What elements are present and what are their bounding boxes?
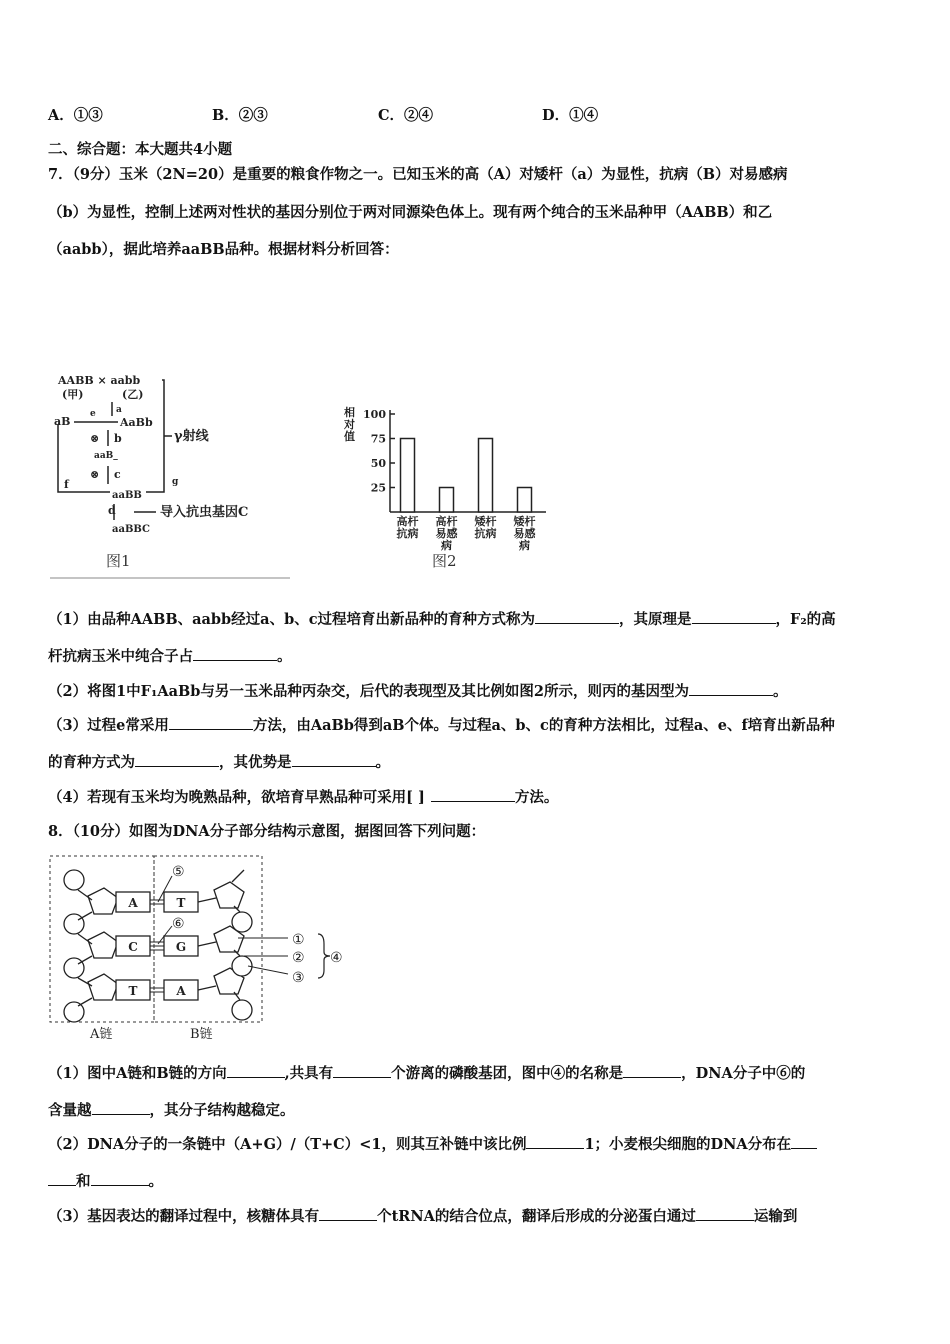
base-right-2: G [175,940,187,954]
option-d: D．①④ [542,107,599,124]
fig1-label-g: g [172,477,179,487]
fig1-gene: 导入抗虫基因C [160,505,249,520]
fig1-label-f: f [64,478,69,491]
q7-stem-line1: 7．（9分）玉米（2N=20）是重要的粮食作物之一。已知玉米的高（A）对矮杆（a）为显性，抗病（B）对易感病 [48,166,788,183]
blank[interactable] [227,1063,285,1078]
blank[interactable] [689,681,773,696]
q7-s2-text-b: 。 [772,683,788,700]
label-4: ④ [330,950,343,966]
fig1-caption: 图1 [106,552,131,570]
fig1-aabb: aaBB [112,490,142,501]
q7-s3-text-b: 方法，由AaBb得到aB个体。与过程a、b、c的育种方法相比，过程a、e、f培育出新品种 [252,717,835,734]
q7-s1-text-d: 杆抗病玉米中纯合子占 [48,648,193,665]
fig1-cross: AABB × aabb [58,374,141,387]
chain-b-label: B链 [190,1027,213,1042]
blank[interactable] [431,787,515,802]
chart-category-label: 矮杆 [474,515,497,528]
chart-category-label: 抗病 [396,527,419,540]
fig1-self1: ⊗ [90,432,100,445]
label-3: ③ [292,970,305,986]
q7-s1-line1 [48,608,836,629]
blank[interactable] [526,1134,584,1149]
q7-s3-text-d: ，其优势是 [219,754,292,771]
fig2-caption: 图2 [432,552,457,570]
fig1-parent2: (乙) [122,388,144,401]
blank[interactable] [696,1206,754,1221]
blank[interactable] [535,609,619,624]
blank[interactable] [193,646,277,661]
q7-s2-text-a: （2）将图1中F₁AaBb与另一玉米品种丙杂交，后代的表现型及其比例如图2所示，则丙的基因型为 [48,683,689,700]
chain-a-label: A链 [90,1027,113,1042]
blank[interactable] [623,1063,681,1078]
blank[interactable] [48,1171,76,1186]
chart-y-tick-label: 50 [370,457,386,470]
q7-s1-text-b: ，其原理是 [619,611,692,628]
q8-s1-line1 [48,1062,805,1083]
fig1-parent1: (甲) [62,388,84,401]
chart-bar [518,488,532,513]
q7-s4-text-a: （4）若现有玉米均为晚熟品种，欲培育早熟品种可采用[ ] [48,789,425,806]
q8-s1-text-a: （1）图中A链和B链的方向 [48,1065,227,1082]
q8-s2-text-c: 和 [76,1173,91,1190]
blank[interactable] [292,752,376,767]
q8-stem: 8．（10分）如图为DNA分子部分结构示意图，据图回答下列问题： [48,823,486,840]
q7-stem-line3: （aabb），据此培养aaBB品种。根据材料分析回答： [48,241,399,258]
chart-category-label: 易感 [513,527,536,540]
q7-s3-line1 [48,714,835,735]
q7-s1-text-e: 。 [277,648,292,665]
fig1-label-e: e [90,409,96,419]
q8-s2-line2 [48,1170,163,1191]
blank[interactable] [791,1134,817,1149]
chart-y-tick-label: 75 [370,432,386,446]
q7-s3-text-c: 的育种方式为 [48,754,135,771]
q7-s1-line2 [48,645,292,666]
q8-s2-text-a: （2）DNA分子的一条链中（A+G）/（T+C）<1，则其互补链中该比例 [48,1136,527,1153]
chart-y-tick-label: 25 [370,481,386,495]
chart-ylabel-3: 值 [344,430,355,443]
chart-category-label: 病 [441,539,452,552]
q7-s1-text-c: ，F₂的高 [775,611,836,628]
chart-bar [401,439,415,513]
fig1-label-a: a [116,405,122,415]
chart-category-label: 病 [519,539,530,552]
base-left-3: T [128,984,138,998]
q8-s3-text-c: 运输到 [753,1208,798,1225]
chart-bar [440,488,454,513]
label-2: ② [292,950,305,966]
chart-category-label: 抗病 [474,527,497,540]
q8-s1-line2 [48,1099,295,1120]
q8-s3-text-b: 个tRNA的结合位点，翻译后形成的分泌蛋白通过 [377,1208,696,1225]
q8-s1-text-b: ,共具有 [284,1065,334,1082]
chart-category-label: 矮杆 [513,515,536,528]
fig1-aaB: aaB_ [94,451,118,461]
fig1-self2: ⊗ [90,468,100,481]
chart-category-label: 高杆 [435,515,458,528]
blank[interactable] [135,752,219,767]
blank[interactable] [692,609,776,624]
q8-s3 [48,1205,797,1226]
blank[interactable] [92,1100,150,1115]
fig1-aB: aB [54,415,71,428]
base-left-2: C [128,940,138,954]
q7-s3-text-a: （3）过程e常采用 [48,717,169,734]
q8-s1-text-c: 个游离的磷酸基团，图中④的名称是 [391,1065,624,1082]
chart-y-tick-label: 100 [363,408,386,421]
base-right-1: T [176,896,186,910]
label-6: ⑥ [172,916,185,932]
q7-s3-line2 [48,751,390,772]
phenotype-bar-chart [330,400,570,575]
chart-ylabel-1: 相 [344,406,355,419]
q7-stem-line2: （b）为显性，控制上述两对性状的基因分别位于两对同源染色体上。现有两个纯合的玉米品种甲（AABB）和乙 [48,204,773,221]
option-a: A．①③ [48,107,103,124]
q8-s2-text-b: 1；小麦根尖细胞的DNA分布在 [584,1136,792,1153]
fig1-f1: AaBb [120,416,153,429]
blank[interactable] [319,1206,377,1221]
chart-bar [479,439,493,513]
base-left-1: A [128,896,138,910]
fig1-ray: γ射线 [174,429,209,444]
label-1: ① [292,932,305,948]
blank[interactable] [333,1063,391,1078]
fig1-label-d: d [108,504,116,517]
blank[interactable] [169,715,253,730]
q8-s2-line1 [48,1133,817,1154]
option-c: C．②④ [378,107,434,124]
q7-s4 [48,786,558,807]
q7-s3-text-e: 。 [375,754,390,771]
breeding-diagram [50,370,290,580]
label-5: ⑤ [172,864,185,880]
option-b: B．②③ [212,107,268,124]
q8-s2-text-d: 。 [148,1173,163,1190]
chart-ylabel-2: 对 [344,418,355,431]
q8-s1-text-d: ，DNA分子中⑥的 [681,1065,806,1082]
fig1-label-b: b [114,432,122,445]
chart-category-label: 易感 [435,527,458,540]
q7-s1-text-a: （1）由品种AABB、aabb经过a、b、c过程培育出新品种的育种方式称为 [48,611,536,628]
chart-category-label: 高杆 [396,515,419,528]
section-title: 二、综合题：本大题共4小题 [48,141,233,158]
q7-s2 [48,680,787,701]
q8-s1-text-e: 含量越 [48,1102,92,1119]
fig1-label-c: c [114,468,121,481]
base-right-3: A [176,984,186,998]
fig1-final: aaBBC [112,524,151,535]
blank[interactable] [91,1171,149,1186]
q8-s1-text-f: ，其分子结构越稳定。 [149,1102,295,1119]
dna-structure-diagram [48,852,358,1042]
q7-s4-text-b: 方法。 [514,789,559,806]
q8-s3-text-a: （3）基因表达的翻译过程中，核糖体具有 [48,1208,320,1225]
